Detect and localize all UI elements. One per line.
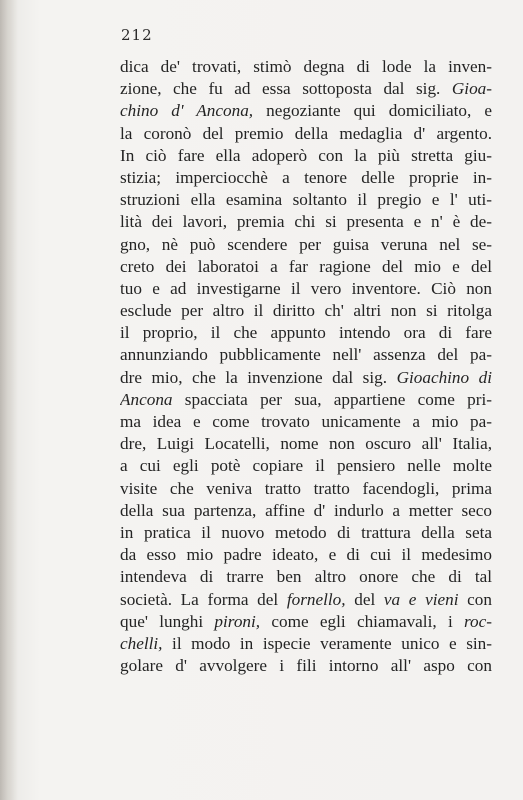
text-line xyxy=(120,322,492,344)
text-segment: que' lunghi xyxy=(120,611,215,631)
text-line xyxy=(120,367,492,389)
text-segment: negoziante qui domiciliato, e xyxy=(253,101,492,121)
text-line xyxy=(120,167,492,189)
text-segment: dre, Luigi Locatelli, nome non oscuro all' Italia, xyxy=(120,434,492,454)
text-line xyxy=(120,344,492,366)
text-line xyxy=(120,256,492,278)
text-segment: con xyxy=(458,589,492,609)
italic-text-segment: pironi, xyxy=(214,611,261,631)
text-line xyxy=(120,78,492,100)
text-segment: a cui egli potè copiare il pensiero nelle molte xyxy=(120,456,492,476)
text-segment: stizia; imperciocchè a tenore delle proprie in- xyxy=(120,167,492,187)
text-segment: da esso mio padre ideato, e di cui il medesimo xyxy=(120,545,492,565)
text-line xyxy=(120,611,492,633)
text-line xyxy=(120,411,492,433)
italic-text-segment: va e vieni xyxy=(383,589,459,609)
page-number: 212 xyxy=(121,26,153,44)
text-segment: come egli chiamavali, i xyxy=(260,611,464,631)
text-line xyxy=(120,123,492,145)
text-segment: tuo e ad investigarne il vero inventore. Ciò non xyxy=(120,278,492,298)
text-segment: esclude per altro il diritto ch' altri non si ritolga xyxy=(120,301,492,321)
text-line xyxy=(120,189,492,211)
text-segment: struzioni ella esamina soltanto il pregio e l' uti- xyxy=(120,190,492,210)
text-line xyxy=(120,278,492,300)
text-line xyxy=(120,433,492,455)
text-segment: gno, nè può scendere per guisa veruna nel se- xyxy=(120,234,492,254)
text-segment: lità dei lavori, premia chi si presenta e n' è de- xyxy=(120,212,492,232)
text-segment: golare d' avvolgere i fili intorno all' aspo con xyxy=(120,656,492,676)
text-line xyxy=(120,522,492,544)
text-segment: la coronò del premio della medaglia d' argento. xyxy=(120,123,492,143)
text-segment: spacciata per sua, appartiene come pri- xyxy=(172,389,492,409)
text-segment: del xyxy=(345,589,384,609)
text-line xyxy=(120,566,492,588)
italic-text-segment: chelli, xyxy=(120,633,163,653)
italic-text-segment: Ancona xyxy=(120,389,173,409)
italic-text-segment: chino d' Ancona, xyxy=(120,101,254,121)
body-text xyxy=(120,56,492,677)
text-line xyxy=(120,589,492,611)
text-line xyxy=(120,455,492,477)
text-line xyxy=(120,145,492,167)
italic-text-segment: roc- xyxy=(464,611,492,631)
text-segment: in pratica il nuovo metodo di trattura della seta xyxy=(120,522,492,542)
text-segment: società. La forma del xyxy=(120,589,287,609)
text-line xyxy=(120,544,492,566)
text-line xyxy=(120,633,492,655)
italic-text-segment: Gioa- xyxy=(451,79,492,99)
text-line xyxy=(120,234,492,256)
text-line xyxy=(120,389,492,411)
text-line xyxy=(120,56,492,78)
text-line xyxy=(120,211,492,233)
italic-text-segment: Gioachino di xyxy=(396,367,492,387)
page-gutter-shadow xyxy=(0,0,18,800)
italic-text-segment: fornello, xyxy=(286,589,346,609)
text-line xyxy=(120,478,492,500)
text-line xyxy=(120,655,492,677)
text-segment: ma idea e come trovato unicamente a mio pa- xyxy=(120,412,492,431)
text-segment: annunziando pubblicamente nell' assenza del pa- xyxy=(120,345,492,365)
text-segment: visite che veniva tratto tratto facendogli, prima xyxy=(120,478,492,498)
text-line xyxy=(120,500,492,522)
text-segment: intendeva di trarre ben altro onore che di tal xyxy=(120,567,492,587)
text-line xyxy=(120,300,492,322)
text-segment: della sua partenza, affine d' indurlo a metter seco xyxy=(120,500,492,520)
text-segment: il modo in ispecie veramente unico e sin- xyxy=(162,633,492,653)
text-segment: il proprio, il che appunto intendo ora di fare xyxy=(120,323,492,343)
text-segment: In ciò fare ella adoperò con la più stretta giu- xyxy=(120,145,492,165)
text-line xyxy=(120,100,492,122)
text-segment: zione, che fu ad essa sottoposta dal sig. xyxy=(120,79,452,99)
text-segment: dre mio, che la invenzione dal sig. xyxy=(120,367,397,387)
text-segment: dica de' trovati, stimò degna di lode la inven- xyxy=(120,57,492,76)
text-segment: creto dei laboratoi a far ragione del mio e del xyxy=(120,256,492,276)
